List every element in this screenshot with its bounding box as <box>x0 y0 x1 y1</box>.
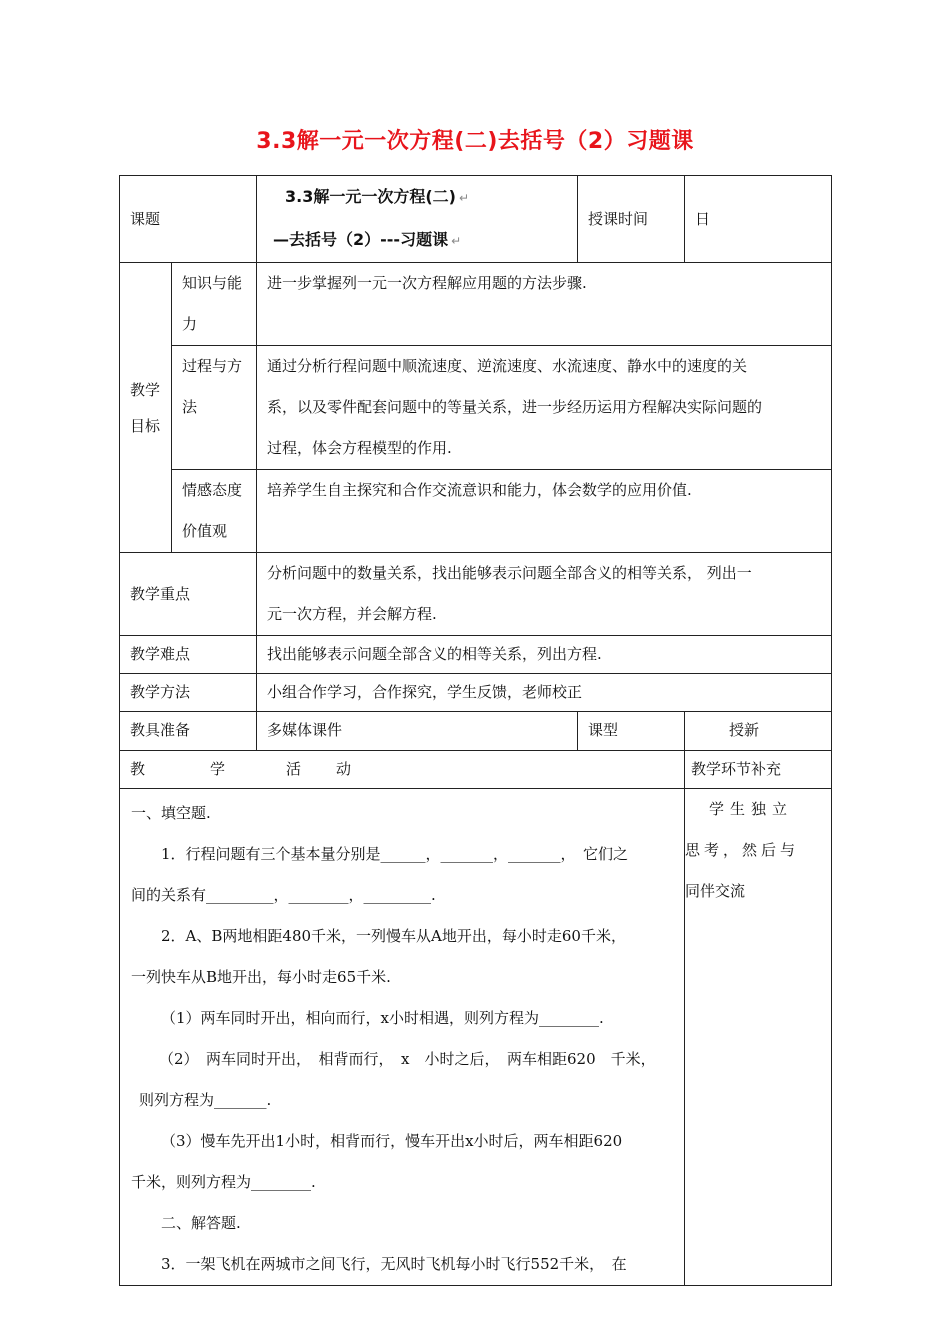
key-points-label: 教学重点 <box>120 553 257 636</box>
goal-emotion-row <box>120 470 832 553</box>
topic-label: 课题 <box>120 176 257 263</box>
process-text: 通过分析行程问题中顺流速度、逆流速度、水流速度、静水中的速度的关 系，以及零件配套问题中的等量关系，进一步经历运用方程解决实际问题的 过程，体会方程模型的作用. <box>257 346 832 470</box>
topic-row <box>120 176 832 263</box>
tools-row <box>120 712 832 751</box>
process-label: 过程与方 法 <box>172 346 257 470</box>
question-line: （3）慢车先开出1小时，相背而行，慢车开出x小时后，两车相距620 <box>161 1132 623 1150</box>
difficulty-row <box>120 636 832 674</box>
difficulty-text: 找出能够表示问题全部含义的相等关系，列出方程. <box>257 636 832 674</box>
supplement-note: 学生独立 思考，然后与 同伴交流 <box>685 789 832 1286</box>
page-title: 3.3解一元一次方程(二)去括号（2）习题课 <box>256 129 694 154</box>
time-label: 授课时间 <box>578 176 685 263</box>
emotion-text: 培养学生自主探究和合作交流意识和能力，体会数学的应用价值. <box>257 470 832 553</box>
return-mark-icon: ↵ <box>459 191 470 205</box>
activity-header-row <box>120 751 832 789</box>
knowledge-label: 知识与能 力 <box>172 263 257 346</box>
knowledge-text: 进一步掌握列一元一次方程解应用题的方法步骤. <box>257 263 832 346</box>
time-value: 日 <box>685 176 832 263</box>
goals-label: 教学 目标 <box>120 263 172 553</box>
tools-text: 多媒体课件 <box>257 712 578 751</box>
tools-label: 教具准备 <box>120 712 257 751</box>
goal-process-row <box>120 346 832 470</box>
difficulty-label: 教学难点 <box>120 636 257 674</box>
topic-line-2: —去括号（2）---习题课 <box>273 230 449 249</box>
lesson-type-label: 课型 <box>578 712 685 751</box>
activity-content <box>120 789 685 1286</box>
question-line: （1）两车同时开出，相向而行，x小时相遇，则列方程为________. <box>161 1009 604 1027</box>
method-label: 教学方法 <box>120 674 257 712</box>
section-heading: 一、填空题. <box>131 804 211 822</box>
method-row <box>120 674 832 712</box>
activity-header: 教 学 活 动 <box>120 751 685 789</box>
return-mark-icon: ↵ <box>451 234 462 248</box>
question-line: 千米，则列方程为________. <box>131 1173 316 1191</box>
method-text: 小组合作学习，合作探究，学生反馈，老师校正 <box>257 674 832 712</box>
lesson-type-value: 授新 <box>685 712 832 751</box>
question-line: 2．A、B两地相距480千米，一列慢车从A地开出，每小时走60千米， <box>161 927 626 945</box>
question-line: 1．行程问题有三个基本量分别是______，_______，_______， 它们之 <box>161 845 629 863</box>
question-line: 3．一架飞机在两城市之间飞行，无风时飞机每小时飞行552千米， 在 <box>161 1255 627 1273</box>
section-heading: 二、解答题. <box>161 1214 241 1232</box>
emotion-label: 情感态度 价值观 <box>172 470 257 553</box>
activity-body-row <box>120 789 832 1286</box>
question-line: 间的关系有_________，________，_________. <box>131 886 436 904</box>
goal-knowledge-row <box>120 263 832 346</box>
topic-line-1: 3.3解一元一次方程(二) <box>285 187 456 206</box>
question-line: （2） 两车同时开出， 相背而行， x 小时之后， 两车相距620 千米， <box>159 1050 656 1068</box>
key-points-text: 分析问题中的数量关系，找出能够表示问题全部含义的相等关系， 列出一 元一次方程，并会解方程. <box>257 553 832 636</box>
topic-cell <box>257 176 578 263</box>
key-points-row <box>120 553 832 636</box>
question-line: 则列方程为_______. <box>139 1091 272 1109</box>
lesson-plan-table <box>119 175 832 1286</box>
supplement-label: 教学环节补充 <box>685 751 832 789</box>
question-line: 一列快车从B地开出，每小时走65千米. <box>131 968 391 986</box>
